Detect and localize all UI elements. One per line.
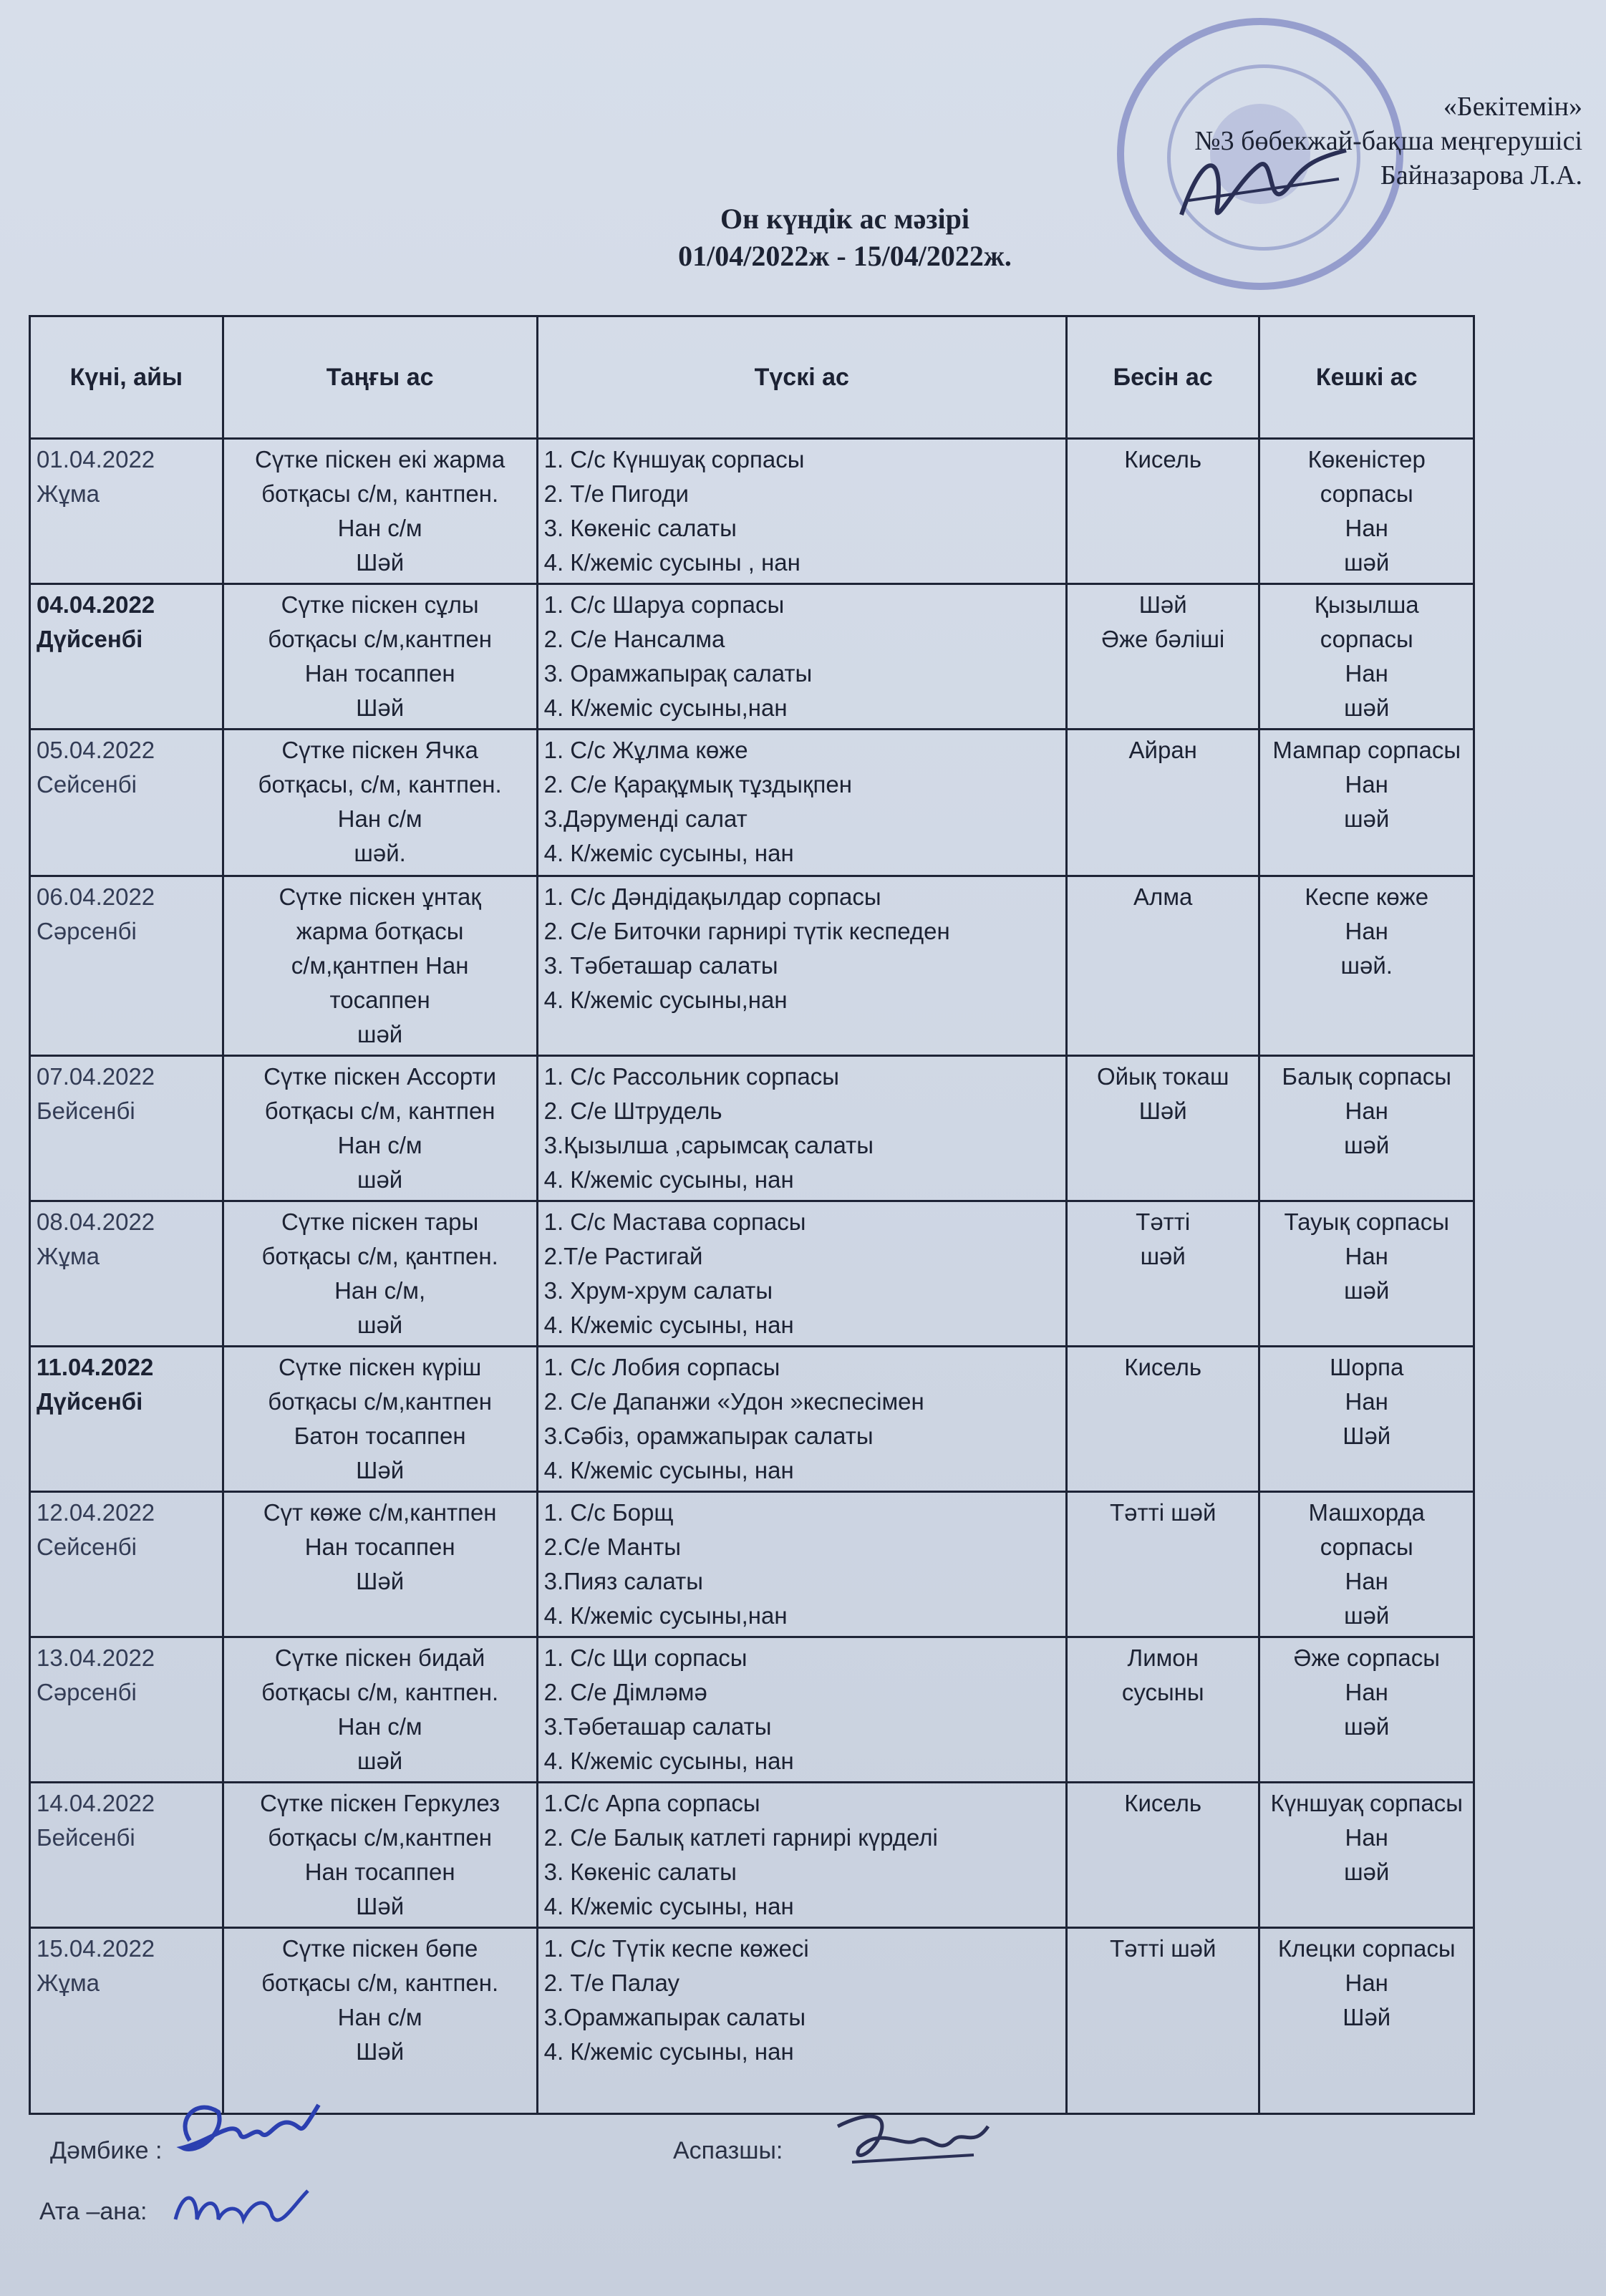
dinner-line: Күншуақ сорпасы <box>1270 1790 1463 1816</box>
breakfast-cell <box>223 730 537 876</box>
weekday: Дүйсенбі <box>37 1388 143 1415</box>
weekday: Дүйсенбі <box>37 626 143 652</box>
lunch-line: 1. С/с Дәндідақылдар сорпасы <box>543 883 881 910</box>
lunch-line: 2. С/е Балық катлеті гарнирі күрделі <box>543 1824 938 1851</box>
breakfast-line: Шәй <box>356 1457 405 1483</box>
head-signature <box>1174 136 1360 236</box>
dinner-cell <box>1259 1347 1474 1492</box>
approval-line-1: «Бекітемін» <box>1443 92 1582 122</box>
dinner-cell <box>1259 1056 1474 1201</box>
lunch-line: 4. К/жеміс сусыны, нан <box>543 1457 794 1483</box>
weekday: Сәрсенбі <box>37 918 137 944</box>
breakfast-line: ботқасы с/м, кантпен. <box>261 1679 499 1705</box>
date-value: 11.04.2022 <box>37 1354 154 1380</box>
breakfast-line: ботқасы с/м, кантпен. <box>261 480 499 507</box>
dinner-line: Нан <box>1345 1243 1388 1269</box>
lunch-line: 4. К/жеміс сусыны, нан <box>543 1748 794 1774</box>
lunch-line: 2. С/е Дапанжи «Удон »кеспесімен <box>543 1388 924 1415</box>
breakfast-line: Нан с/м, <box>334 1277 426 1304</box>
lunch-line: 2. С/е Штрудель <box>543 1098 722 1124</box>
date-cell <box>30 584 223 730</box>
breakfast-line: Нан с/м <box>337 1132 422 1158</box>
breakfast-cell <box>223 1201 537 1347</box>
lunch-line: 4. К/жеміс сусыны, нан <box>543 1893 794 1919</box>
lunch-line: 1. С/с Күншуақ сорпасы <box>543 446 805 473</box>
table-row <box>30 1492 1474 1637</box>
date-value: 14.04.2022 <box>37 1790 155 1816</box>
dinner-line: шәй <box>1344 694 1390 721</box>
weekday: Жұма <box>37 1243 100 1269</box>
dinner-line: Шәй <box>1343 2004 1391 2030</box>
snack-line: Лимон <box>1127 1645 1199 1671</box>
lunch-line: 3.Қызылша ,сарымсақ салаты <box>543 1132 874 1158</box>
date-value: 07.04.2022 <box>37 1063 155 1090</box>
lunch-line: 3.Дәруменді салат <box>543 805 748 832</box>
breakfast-line: Сүт көже с/м,кантпен <box>263 1499 497 1526</box>
dinner-line: Машхорда <box>1308 1499 1425 1526</box>
lunch-cell <box>537 1056 1066 1201</box>
dinner-line: шәй <box>1344 1602 1390 1629</box>
breakfast-cell <box>223 584 537 730</box>
ata-ana-signature <box>168 2176 311 2241</box>
snack-line: Тәтті шәй <box>1109 1499 1216 1526</box>
lunch-line: 1. С/с Борщ <box>543 1499 674 1526</box>
lunch-line: 4. К/жеміс сусыны,нан <box>543 694 788 721</box>
lunch-line: 4. К/жеміс сусыны,нан <box>543 987 788 1013</box>
breakfast-line: ботқасы с/м, кантпен. <box>261 1970 499 1996</box>
snack-cell <box>1066 876 1259 1056</box>
title-line-2: 01/04/2022ж - 15/04/2022ж. <box>678 240 1012 272</box>
lunch-cell <box>537 730 1066 876</box>
lunch-line: 4. К/жеміс сусыны, нан <box>543 1312 794 1338</box>
lunch-cell <box>537 1637 1066 1783</box>
date-value: 01.04.2022 <box>37 446 155 473</box>
breakfast-line: с/м,қантпен Нан <box>291 952 469 979</box>
breakfast-line: шәй. <box>354 840 406 866</box>
footer-ata-ana-label: Ата –ана: <box>39 2198 147 2225</box>
dinner-line: Кеспе көже <box>1305 883 1429 910</box>
dinner-line: Нан <box>1345 1679 1388 1705</box>
snack-cell <box>1066 1201 1259 1347</box>
breakfast-line: Сүтке піскен күріш <box>279 1354 482 1380</box>
lunch-line: 1. С/с Мастава сорпасы <box>543 1208 806 1235</box>
snack-cell <box>1066 1928 1259 2114</box>
snack-cell <box>1066 1637 1259 1783</box>
lunch-line: 1.С/с Арпа сорпасы <box>543 1790 760 1816</box>
lunch-line: 2. Т/е Палау <box>543 1970 679 1996</box>
date-cell <box>30 876 223 1056</box>
weekday: Бейсенбі <box>37 1098 135 1124</box>
dinner-line: шәй <box>1344 1713 1390 1740</box>
date-value: 05.04.2022 <box>37 737 155 763</box>
lunch-cell <box>537 1492 1066 1637</box>
footer-aspazshy-label: Аспазшы: <box>673 2137 783 2164</box>
table-row <box>30 1783 1474 1928</box>
breakfast-line: шәй <box>357 1748 403 1774</box>
date-value: 08.04.2022 <box>37 1208 155 1235</box>
table-row <box>30 1201 1474 1347</box>
lunch-line: 3. Көкеніс салаты <box>543 515 737 541</box>
dinner-line: Тауық сорпасы <box>1284 1208 1449 1235</box>
dinner-line: шәй <box>1344 1277 1390 1304</box>
dinner-line: шәй <box>1344 805 1390 832</box>
breakfast-line: ботқасы с/м,кантпен <box>268 1388 492 1415</box>
lunch-line: 1. С/с Түтік кеспе көжесі <box>543 1935 809 1962</box>
table-header-row <box>30 316 1474 439</box>
date-cell <box>30 439 223 584</box>
footer-dambike-label: Дәмбике : <box>50 2137 163 2164</box>
breakfast-cell <box>223 1783 537 1928</box>
date-value: 12.04.2022 <box>37 1499 155 1526</box>
weekday: Сейсенбі <box>37 771 137 798</box>
lunch-line: 3.Сәбіз, орамжапырак салаты <box>543 1423 874 1449</box>
breakfast-cell <box>223 1928 537 2114</box>
lunch-line: 4. К/жеміс сусыны, нан <box>543 1166 794 1193</box>
lunch-line: 4. К/жеміс сусыны, нан <box>543 840 794 866</box>
lunch-line: 2. С/е Дімләмә <box>543 1679 707 1705</box>
snack-cell <box>1066 584 1259 730</box>
page-title <box>501 200 1189 275</box>
dinner-line: Мампар сорпасы <box>1272 737 1461 763</box>
breakfast-line: Шәй <box>356 1568 405 1594</box>
lunch-cell <box>537 876 1066 1056</box>
weekday: Жұма <box>37 1970 100 1996</box>
snack-line: Шәй <box>1138 1098 1187 1124</box>
breakfast-line: Шәй <box>356 2038 405 2065</box>
lunch-line: 1. С/с Щи сорпасы <box>543 1645 748 1671</box>
lunch-line: 1. С/с Жұлма көже <box>543 737 748 763</box>
dinner-line: сорпасы <box>1320 1534 1413 1560</box>
dinner-line: сорпасы <box>1320 480 1413 507</box>
snack-line: Тәтті <box>1136 1208 1191 1235</box>
snack-line: Әже бәліші <box>1101 626 1225 652</box>
lunch-line: 1. С/с Лобия сорпасы <box>543 1354 780 1380</box>
dinner-cell <box>1259 1492 1474 1637</box>
date-cell <box>30 1928 223 2114</box>
lunch-line: 2. Т/е Пигоди <box>543 480 689 507</box>
dinner-cell <box>1259 584 1474 730</box>
snack-cell <box>1066 1783 1259 1928</box>
menu-table <box>29 315 1475 2115</box>
date-cell <box>30 1637 223 1783</box>
breakfast-line: Нан с/м <box>337 2004 422 2030</box>
snack-cell <box>1066 730 1259 876</box>
lunch-line: 3. Тәбеташар салаты <box>543 952 778 979</box>
lunch-line: 4. К/жеміс сусыны, нан <box>543 2038 794 2065</box>
header-date: Күні, айы <box>30 316 223 439</box>
table-row <box>30 1347 1474 1492</box>
lunch-line: 2.С/е Манты <box>543 1534 681 1560</box>
snack-line: Тәтті шәй <box>1109 1935 1216 1962</box>
weekday: Жұма <box>37 480 100 507</box>
snack-cell <box>1066 439 1259 584</box>
breakfast-line: шәй <box>357 1021 403 1047</box>
breakfast-line: Шәй <box>356 549 405 576</box>
dinner-line: Нан <box>1345 1098 1388 1124</box>
breakfast-line: Сүтке піскен Ячка <box>281 737 478 763</box>
dinner-line: Көкеністер <box>1307 446 1426 473</box>
lunch-line: 2. С/е Қарақұмық тұздықпен <box>543 771 852 798</box>
snack-line: сусыны <box>1121 1679 1204 1705</box>
dinner-line: Клецки сорпасы <box>1277 1935 1456 1962</box>
approval-line-3: Байназарова Л.А. <box>1380 160 1582 190</box>
dinner-line: Нан <box>1345 660 1388 687</box>
lunch-cell <box>537 584 1066 730</box>
snack-line: Ойық токаш <box>1096 1063 1229 1090</box>
table-row <box>30 1637 1474 1783</box>
date-cell <box>30 1492 223 1637</box>
table-row <box>30 584 1474 730</box>
dinner-cell <box>1259 1783 1474 1928</box>
lunch-line: 3.Орамжапырак салаты <box>543 2004 806 2030</box>
breakfast-line: шәй <box>357 1312 403 1338</box>
breakfast-line: Нан тосаппен <box>304 1859 455 1885</box>
table-row <box>30 1928 1474 2114</box>
breakfast-line: Сүтке піскен сұлы <box>281 591 479 618</box>
date-cell <box>30 1056 223 1201</box>
snack-line: Алма <box>1133 883 1193 910</box>
snack-cell <box>1066 1492 1259 1637</box>
date-cell <box>30 1347 223 1492</box>
snack-cell <box>1066 1056 1259 1201</box>
header-dinner: Кешкі ас <box>1259 316 1474 439</box>
breakfast-line: Нан с/м <box>337 1713 422 1740</box>
breakfast-line: Сүтке піскен бидай <box>274 1645 485 1671</box>
breakfast-cell <box>223 439 537 584</box>
dinner-line: Балық сорпасы <box>1282 1063 1452 1090</box>
breakfast-cell <box>223 1347 537 1492</box>
breakfast-cell <box>223 1056 537 1201</box>
breakfast-line: Шәй <box>356 1893 405 1919</box>
snack-line: шәй <box>1140 1243 1186 1269</box>
snack-line: Кисель <box>1124 1354 1202 1380</box>
menu-table-body <box>30 439 1474 2114</box>
dinner-cell <box>1259 439 1474 584</box>
breakfast-line: жарма ботқасы <box>296 918 464 944</box>
lunch-line: 3. Көкеніс салаты <box>543 1859 737 1885</box>
dinner-line: Шәй <box>1343 1423 1391 1449</box>
lunch-line: 1. С/с Рассольник сорпасы <box>543 1063 839 1090</box>
dinner-line: Нан <box>1345 771 1388 798</box>
breakfast-line: тосаппен <box>329 987 430 1013</box>
lunch-cell <box>537 1928 1066 2114</box>
lunch-line: 3. Хрум-хрум салаты <box>543 1277 773 1304</box>
lunch-cell <box>537 1347 1066 1492</box>
lunch-cell <box>537 439 1066 584</box>
lunch-cell <box>537 1201 1066 1347</box>
breakfast-line: Нан тосаппен <box>304 660 455 687</box>
snack-cell <box>1066 1347 1259 1492</box>
dinner-cell <box>1259 876 1474 1056</box>
dinner-line: Нан <box>1345 918 1388 944</box>
lunch-line: 2. С/е Биточки гарнирі түтік кеспеден <box>543 918 950 944</box>
breakfast-line: Нан с/м <box>337 515 422 541</box>
header-snack: Бесін ас <box>1066 316 1259 439</box>
dinner-line: шәй <box>1344 1859 1390 1885</box>
table-row <box>30 439 1474 584</box>
breakfast-line: шәй <box>357 1166 403 1193</box>
dinner-line: Нан <box>1345 1824 1388 1851</box>
date-value: 06.04.2022 <box>37 883 155 910</box>
lunch-line: 3. Орамжапырақ салаты <box>543 660 813 687</box>
aspazshy-signature <box>823 2105 995 2176</box>
dinner-line: шәй <box>1344 1132 1390 1158</box>
title-line-1: Он күндік ас мәзірі <box>720 203 969 235</box>
dinner-cell <box>1259 1201 1474 1347</box>
weekday: Бейсенбі <box>37 1824 135 1851</box>
dinner-line: Нан <box>1345 1970 1388 1996</box>
snack-line: Шәй <box>1138 591 1187 618</box>
snack-line: Кисель <box>1124 446 1202 473</box>
breakfast-line: Сүтке піскен бөпе <box>281 1935 478 1962</box>
breakfast-line: ботқасы, с/м, кантпен. <box>258 771 502 798</box>
weekday: Сейсенбі <box>37 1534 137 1560</box>
date-value: 13.04.2022 <box>37 1645 155 1671</box>
breakfast-line: ботқасы с/м, кантпен <box>264 1098 495 1124</box>
table-row <box>30 876 1474 1056</box>
breakfast-line: Батон тосаппен <box>294 1423 466 1449</box>
table-row <box>30 730 1474 876</box>
snack-line: Айран <box>1128 737 1197 763</box>
breakfast-line: Сүтке піскен екі жарма <box>255 446 505 473</box>
date-cell <box>30 730 223 876</box>
lunch-line: 2. С/е Нансалма <box>543 626 725 652</box>
breakfast-line: ботқасы с/м,кантпен <box>268 626 492 652</box>
lunch-line: 3.Пияз салаты <box>543 1568 704 1594</box>
date-cell <box>30 1783 223 1928</box>
weekday: Сәрсенбі <box>37 1679 137 1705</box>
date-value: 15.04.2022 <box>37 1935 155 1962</box>
breakfast-line: Сүтке піскен Геркулез <box>260 1790 500 1816</box>
lunch-line: 4. К/жеміс сусыны , нан <box>543 549 800 576</box>
lunch-cell <box>537 1783 1066 1928</box>
breakfast-line: Нан тосаппен <box>304 1534 455 1560</box>
lunch-line: 1. С/с Шаруа сорпасы <box>543 591 785 618</box>
breakfast-line: ботқасы с/м,кантпен <box>268 1824 492 1851</box>
breakfast-line: ботқасы с/м, қантпен. <box>261 1243 498 1269</box>
dinner-line: Қызылша сорпасы <box>1314 591 1419 652</box>
dinner-line: Нан <box>1345 515 1388 541</box>
breakfast-cell <box>223 876 537 1056</box>
dinner-cell <box>1259 1637 1474 1783</box>
header-lunch: Түскі ас <box>537 316 1066 439</box>
breakfast-line: Сүтке піскен тары <box>281 1208 479 1235</box>
breakfast-cell <box>223 1492 537 1637</box>
dinner-line: шәй <box>1344 549 1390 576</box>
table-row <box>30 1056 1474 1201</box>
breakfast-line: Сүтке піскен ұнтақ <box>279 883 481 910</box>
dambike-signature <box>168 2091 326 2169</box>
dinner-line: Нан <box>1345 1388 1388 1415</box>
breakfast-line: Шәй <box>356 694 405 721</box>
dinner-line: Әже сорпасы <box>1293 1645 1440 1671</box>
dinner-line: Нан <box>1345 1568 1388 1594</box>
approval-line-2: №3 бөбекжай-бақша меңгерушісі <box>1194 126 1582 156</box>
snack-line: Кисель <box>1124 1790 1202 1816</box>
dinner-cell <box>1259 1928 1474 2114</box>
header-breakfast: Таңғы ас <box>223 316 537 439</box>
lunch-line: 4. К/жеміс сусыны,нан <box>543 1602 788 1629</box>
dinner-cell <box>1259 730 1474 876</box>
date-cell <box>30 1201 223 1347</box>
breakfast-cell <box>223 1637 537 1783</box>
breakfast-line: Нан с/м <box>337 805 422 832</box>
date-value: 04.04.2022 <box>37 591 155 618</box>
dinner-line: шәй. <box>1340 952 1393 979</box>
lunch-line: 3.Тәбеташар салаты <box>543 1713 772 1740</box>
lunch-line: 2.Т/е Растигай <box>543 1243 703 1269</box>
breakfast-line: Сүтке піскен Ассорти <box>263 1063 497 1090</box>
dinner-line: Шорпа <box>1330 1354 1404 1380</box>
